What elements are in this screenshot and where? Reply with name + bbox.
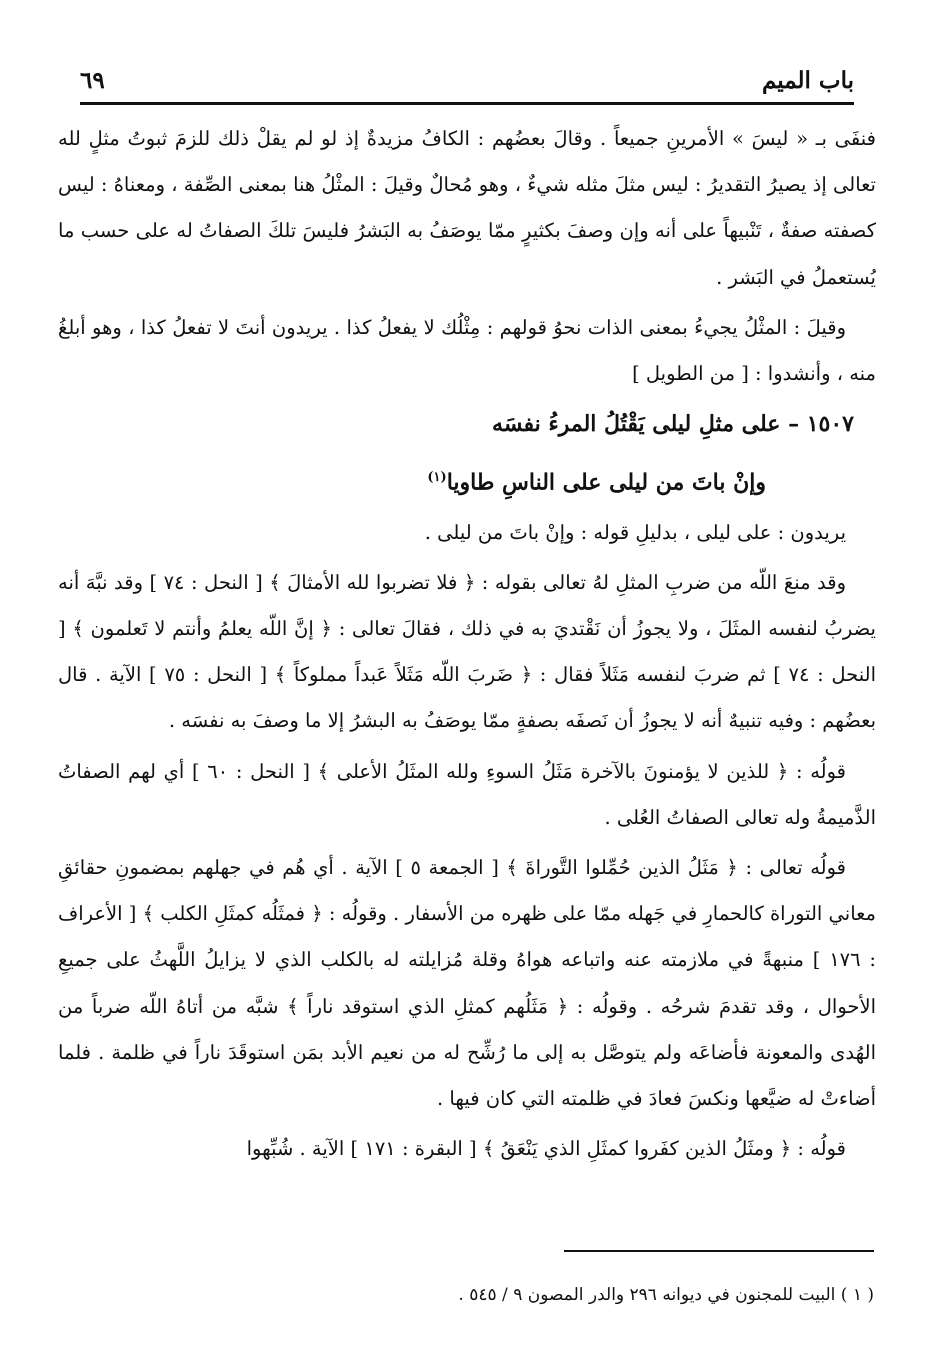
paragraph: يريدون : على ليلى ، بدليلِ قوله : وإنْ باتَ من ليلى . bbox=[424, 520, 846, 544]
paragraph: وقيلَ : المثْلُ يجيءُ بمعنى الذات نحوُ قولهم : مِثْلُك لا يفعلُ كذا . يريدون أنتَ لا تفعلُ كذا ، وهو أبلغُ منه ، وأنشدوا : [ من الطويل ] bbox=[58, 315, 876, 386]
verse-hemistich-1: على مثلِ ليلى يَقْتُلُ المرءُ نفسَه bbox=[492, 411, 781, 438]
verse-hemistich-2: وإنْ باتَ من ليلى على الناسِ طاويا bbox=[446, 469, 766, 496]
footnote-divider bbox=[564, 1250, 874, 1252]
paragraph: فنفَى بـ « ليسَ » الأمرينِ جميعاً . وقالَ بعضُهم : الكافُ مزيدةٌ إذ لو لم يقلْ ذلك للزمَ ثبوتُ مثلٍ لله تعالى إذ يصيرُ التقديرُ : ليس مثلَ مثله شيءٌ ، وهو مُحالٌ وقيلَ : المثْلُ هنا بمعنى الصِّفة ، ومعناهُ : ليس كصفته صفةٌ ، تَنْبيهاً على أنه وإن وصفَ بكثيرٍ ممّا يوصَفُ به البَشرُ فليسَ تلكَ الصفاتُ له على حسب ما يُستعملُ في البَشر . bbox=[58, 127, 876, 289]
paragraph: قولُه : ﴿ ومثَلُ الذين كفَروا كمثَلِ الذي يَنْعَقُ ﴾ [ البقرة : ١٧١ ] الآية . شُبِّهوا bbox=[246, 1137, 846, 1161]
verse-number: ١٥٠٧ – bbox=[788, 411, 854, 438]
page-number: ٦٩ bbox=[80, 66, 105, 94]
verse-line-1 bbox=[58, 397, 876, 451]
page-header bbox=[80, 60, 854, 100]
page-body bbox=[58, 116, 876, 1172]
header-divider bbox=[80, 102, 854, 105]
paragraph: قولُه تعالى : ﴿ مَثَلُ الذين حُمِّلوا التَّوراةَ ﴾ [ الجمعة ٥ ] الآية . أي هُم في جهلهم بمضمونِ حقائقِ معاني التوراة كالحمارِ في جَهله ممّا على ظهره من الأسفار . وقولُه : ﴿ فمثَلُه كمثَلِ الكلب ﴾ [ الأعراف : ١٧٦ ] منبهةً في ملازمته عنه واتباعه هواهُ وقلة مُزايلته له بالكلب الذي لا يزايلُ اللَّهثُ على جميعِ الأحوال ، وقد تقدمَ شرحُه . وقولُه : ﴿ مَثَلُهم كمثلِ الذي استوقد ناراً ﴾ شبَّه من أتاهُ اللّه ضرباً من الهُدى والمعونة فأضاعَه ولم يتوصَّل به إلى ما رُشِّح له من نعيم الأبد بمَن استوقَدَ ناراً في ظلمة . فلما أضاءتْ له ضيَّعها ونكسَ فعادَ في ظلمته التي كان فيها . bbox=[58, 855, 876, 1110]
paragraph: قولُه : ﴿ للذين لا يؤمنونَ بالآخرة مَثَلُ السوءِ ولله المثَلُ الأعلى ﴾ [ النحل : ٦٠ ] أي لهم الصفاتُ الذَّميمةُ وله تعالى الصفاتُ العُلى . bbox=[58, 759, 876, 829]
chapter-title: باب الميم bbox=[761, 66, 854, 94]
footnote: ( ١ ) البيت للمجنون في ديوانه ٢٩٦ والدر المصون ٩ / ٥٤٥ . bbox=[458, 1285, 874, 1305]
paragraph: وقد منعَ اللّه من ضربِ المثلِ لهُ تعالى بقوله : ﴿ فلا تضربوا لله الأمثالَ ﴾ [ النحل : ٧٤ ] وقد نبَّهَ أنه يضربُ لنفسه المثَلَ ، ولا يجوزُ أن نَقْتديَ به في ذلك ، فقالَ تعالى : ﴿ إنَّ اللّه يعلمُ وأنتم لا تَعلمون ﴾ [ النحل : ٧٤ ] ثم ضربَ لنفسه مَثَلاً فقال : ﴿ ضَربَ اللّه مَثَلاً عَبداً مملوكاً ﴾ [ النحل : ٧٥ ] الآية . قال بعضُهم : وفيه تنبيهٌ أنه لا يجوزُ أن نَصفَه بصفةٍ ممّا يوصَفُ به البشرُ إلا ما وصفَ به نفسَه . bbox=[58, 570, 876, 733]
footnote-marker: (١) bbox=[427, 470, 447, 486]
verse-line-2 bbox=[58, 451, 876, 509]
